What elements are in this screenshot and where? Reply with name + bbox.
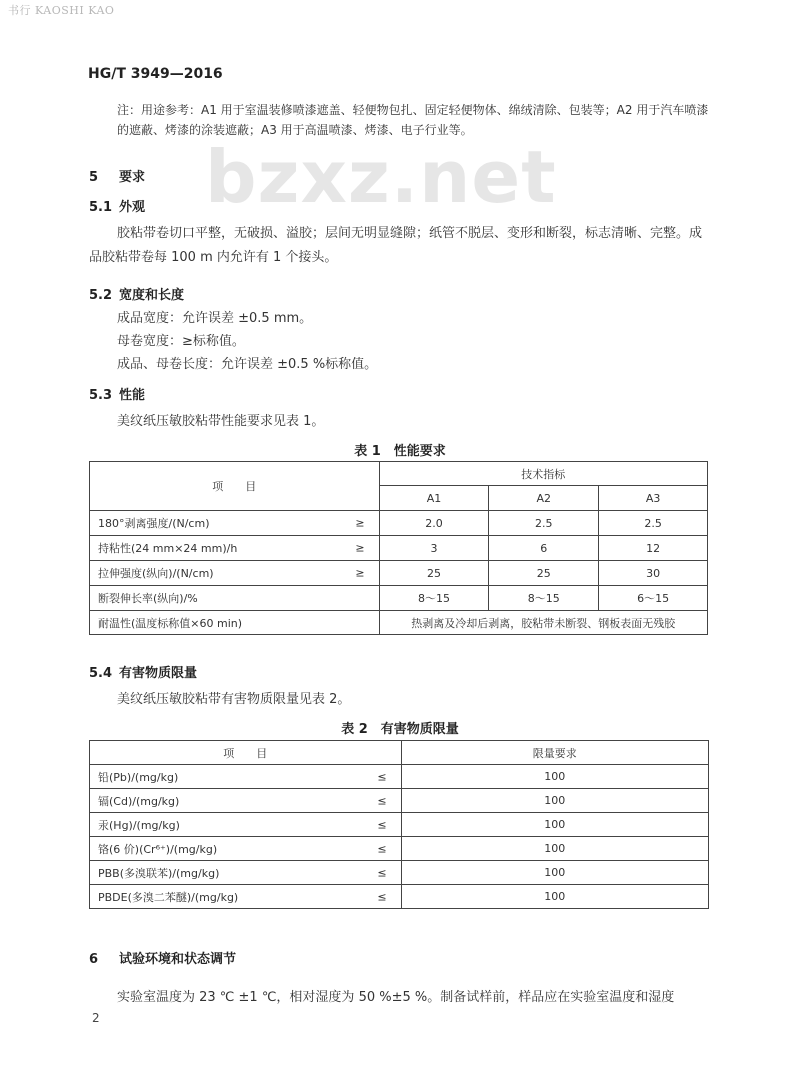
- row-item: [90, 611, 380, 635]
- section-5-1-heading: [89, 196, 145, 215]
- table-cell: 30: [599, 561, 708, 586]
- table-cell: 100: [401, 861, 708, 885]
- table-2-hazardous-limits: [89, 740, 709, 909]
- section-number: 6: [89, 952, 99, 967]
- row-item-label: 镉(Cd)/(mg/kg): [98, 794, 180, 808]
- row-item: [90, 813, 402, 837]
- row-item: [90, 837, 402, 861]
- standard-number: HG/T 3949—2016: [88, 66, 223, 82]
- row-item-label: 断裂伸长率(纵向)/%: [98, 592, 198, 605]
- table-cell: 2.5: [599, 511, 708, 536]
- row-item-label: PBB(多溴联苯)/(mg/kg): [98, 866, 220, 880]
- section-5-3-heading: [89, 384, 145, 403]
- table-row: [90, 611, 708, 635]
- section-number: 5.2: [89, 288, 113, 303]
- row-item: [90, 789, 402, 813]
- watermark: bzxz.net: [205, 135, 557, 219]
- table-row: [90, 837, 709, 861]
- row-item: [90, 861, 402, 885]
- row-item: [90, 536, 380, 561]
- table-cell: 100: [401, 789, 708, 813]
- table-header-item: 项 目: [90, 462, 380, 511]
- comparison-symbol: ≤: [377, 818, 387, 831]
- table-1-caption: 表 1 性能要求: [354, 444, 446, 459]
- row-item-label: 汞(Hg)/(mg/kg): [98, 818, 180, 832]
- section-5-1-text: 胶粘带卷切口平整，无破损、溢胶；层间无明显缝隙；纸管不脱层、变形和断裂，标志清晰、完整。成品胶粘带卷每 100 m 内允许有 1 个接头。: [89, 226, 703, 265]
- table-cell: 25: [379, 561, 489, 586]
- table-header-group: 技术指标: [379, 462, 707, 486]
- table-cell: 8～15: [489, 586, 599, 611]
- length-tolerance-line: 成品、母卷长度：允许误差 ±0.5 %标称值。: [117, 357, 378, 372]
- section-number: 5: [89, 170, 99, 185]
- row-item: [90, 885, 402, 909]
- table-cell: 2.0: [379, 511, 489, 536]
- table-row: [90, 586, 708, 611]
- row-item-label: 拉伸强度(纵向)/(N/cm): [98, 567, 214, 580]
- table-row: [90, 536, 708, 561]
- section-5-heading: [89, 166, 145, 185]
- table-cell: 3: [379, 536, 489, 561]
- row-item: [90, 765, 402, 789]
- width-tolerance-line: 成品宽度：允许误差 ±0.5 mm。: [117, 311, 313, 326]
- column-header-a1: A1: [379, 486, 489, 511]
- comparison-symbol: ≤: [377, 866, 387, 879]
- table-cell-merged: 热剥离及冷却后剥离，胶粘带未断裂、钢板表面无残胶: [379, 611, 707, 635]
- section-title: 外观: [119, 200, 146, 215]
- table-row: [90, 885, 709, 909]
- table-cell: 2.5: [489, 511, 599, 536]
- table-cell: 100: [401, 885, 708, 909]
- table-row: [90, 813, 709, 837]
- table-cell: 8～15: [379, 586, 489, 611]
- top-brand-text: 书行 KAOSHI KAO: [8, 4, 115, 17]
- table-row: [90, 511, 708, 536]
- table-cell: 100: [401, 765, 708, 789]
- section-title: 要求: [119, 170, 146, 185]
- mother-roll-width-line: 母卷宽度：≥标称值。: [117, 334, 245, 349]
- section-5-4-text: 美纹纸压敏胶粘带有害物质限量见表 2。: [117, 692, 351, 707]
- usage-note: 注：用途参考：A1 用于室温装修喷漆遮盖、轻便物包扎、固定轻便物体、绵绒清除、包装等；A2 用于汽车喷漆的遮蔽、烤漆的涂装遮蔽；A3 用于高温喷漆、烤漆、电子行业等。: [117, 103, 709, 137]
- section-title: 试验环境和状态调节: [119, 952, 237, 967]
- table-cell: 100: [401, 837, 708, 861]
- row-item: [90, 586, 380, 611]
- section-5-3-text: 美纹纸压敏胶粘带性能要求见表 1。: [117, 414, 325, 429]
- comparison-symbol: ≤: [377, 890, 387, 903]
- table-row: [90, 861, 709, 885]
- section-title: 性能: [119, 388, 146, 403]
- table-cell: 100: [401, 813, 708, 837]
- comparison-symbol: ≥: [355, 516, 365, 530]
- comparison-symbol: ≤: [377, 842, 387, 855]
- comparison-symbol: ≥: [355, 566, 365, 580]
- table-cell: 25: [489, 561, 599, 586]
- row-item-label: 耐温性(温度标称值×60 min): [98, 616, 243, 630]
- table-row: [90, 561, 708, 586]
- section-number: 5.1: [89, 200, 113, 215]
- column-header-a2: A2: [489, 486, 599, 511]
- comparison-symbol: ≤: [377, 794, 387, 807]
- table-row: [90, 789, 709, 813]
- row-item-label: 铅(Pb)/(mg/kg): [98, 770, 179, 784]
- row-item-label: 铬(6 价)(Cr⁶⁺)/(mg/kg): [98, 842, 218, 856]
- section-5-4-heading: [89, 662, 197, 681]
- table-cell: 6～15: [599, 586, 708, 611]
- section-title: 有害物质限量: [119, 666, 198, 681]
- table-row: [90, 765, 709, 789]
- page-number: 2: [92, 1011, 100, 1025]
- comparison-symbol: ≤: [377, 770, 387, 783]
- comparison-symbol: ≥: [355, 541, 365, 555]
- row-item: [90, 511, 380, 536]
- table-header-item: 项 目: [90, 741, 402, 765]
- column-header-a3: A3: [599, 486, 708, 511]
- section-5-2-heading: [89, 284, 184, 303]
- row-item-label: PBDE(多溴二苯醚)/(mg/kg): [98, 890, 239, 904]
- section-number: 5.3: [89, 388, 113, 403]
- table-2-caption: 表 2 有害物质限量: [341, 722, 459, 737]
- table-cell: 6: [489, 536, 599, 561]
- section-6-heading: [89, 948, 236, 967]
- table-cell: 12: [599, 536, 708, 561]
- section-title: 宽度和长度: [119, 288, 185, 303]
- row-item-label: 180°剥离强度/(N/cm): [98, 517, 210, 530]
- row-item: [90, 561, 380, 586]
- table-1-performance: [89, 461, 708, 635]
- section-6-text: 实验室温度为 23 ℃ ±1 ℃，相对湿度为 50 %±5 %。制备试样前，样品应在实验室温度和湿度: [117, 990, 675, 1005]
- row-item-label: 持粘性(24 mm×24 mm)/h: [98, 542, 238, 555]
- table-header-value: 限量要求: [401, 741, 708, 765]
- section-number: 5.4: [89, 666, 113, 681]
